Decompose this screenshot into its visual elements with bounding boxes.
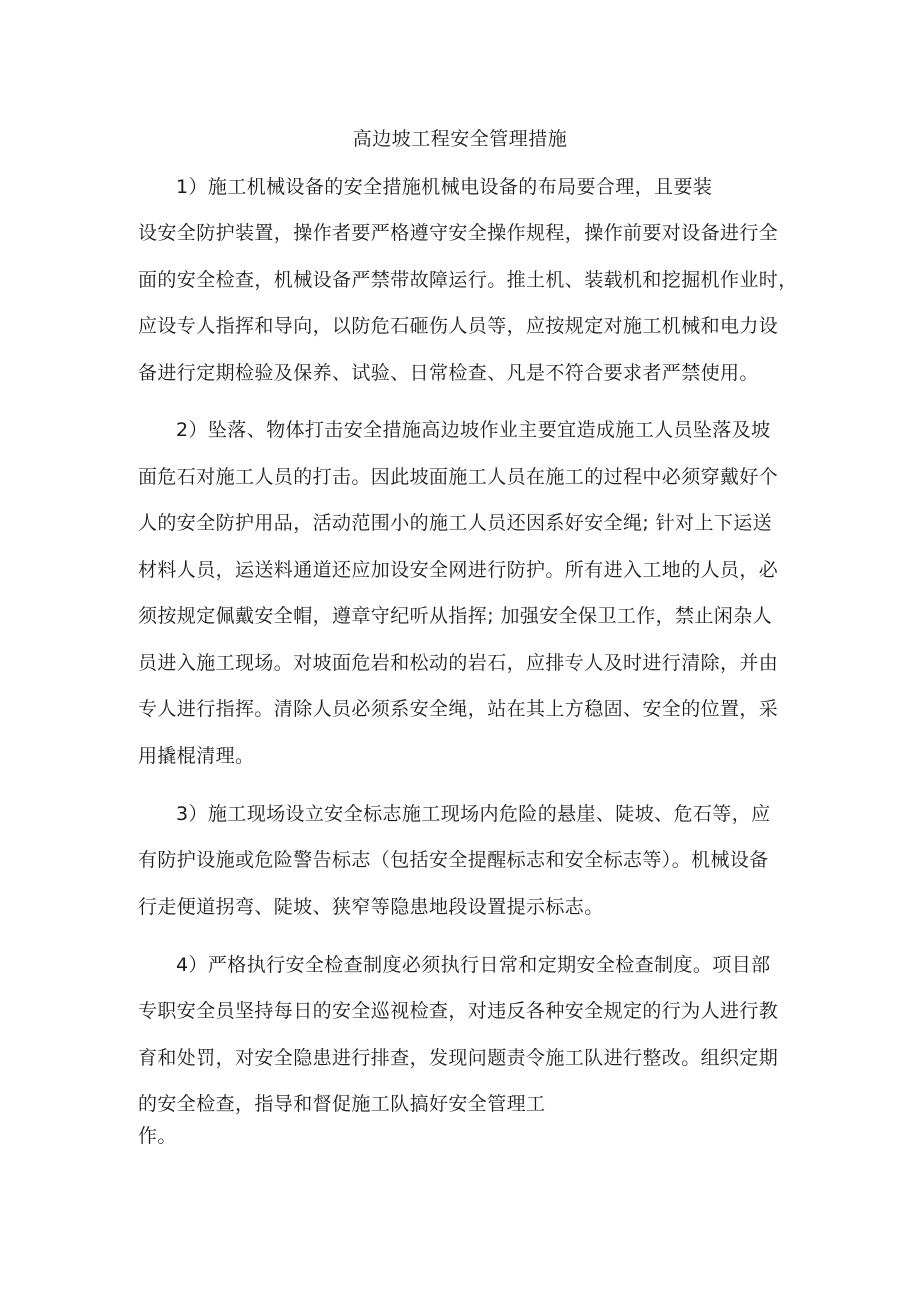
paragraph-1-line-2: 设安全防护装置，操作者要严格遵守安全操作规程，操作前要对设备进行全 [138,222,779,244]
paragraph-2-line-3: 人的安全防护用品，活动范围小的施工人员还因系好安全绳; 针对上下运送 [138,512,773,534]
paragraph-2-line-5: 须按规定佩戴安全帽，遵章守纪听从指挥; 加强安全保卫工作，禁止闲杂人 [138,605,773,627]
paragraph-4-line-4: 的安全检查，指导和督促施工队搞好安全管理工 [138,1093,546,1115]
document-title: 高边坡工程安全管理措施 [352,128,568,150]
paragraph-2-line-1: 2）坠落、物体打击安全措施高边坡作业主要宜造成施工人员坠落及坡 [176,419,771,441]
paragraph-2-line-8: 用撬棍清理。 [138,745,255,767]
paragraph-3-line-3: 行走便道拐弯、陡坡、狭窄等隐患地段设置提示标志。 [138,896,604,918]
paragraph-1-line-1: 1）施工机械设备的安全措施机械电设备的布局要合理，且要装 [176,176,713,198]
paragraph-2-line-7: 专人进行指挥。清除人员必须系安全绳，站在其上方稳固、安全的位置，采 [138,698,779,720]
paragraph-4-line-2: 专职安全员坚持每日的安全巡视检查，对违反各种安全规定的行为人进行教 [138,1000,779,1022]
paragraph-4-line-5: 作。 [138,1125,177,1147]
paragraph-3-line-1: 3）施工现场设立安全标志施工现场内危险的悬崖、陡坡、危石等，应 [176,803,771,825]
paragraph-1-line-4: 应设专人指挥和导向，以防危石砸伤人员等，应按规定对施工机械和电力设 [138,315,779,337]
paragraph-4-line-3: 育和处罚，对安全隐患进行排查，发现问题责令施工队进行整改。组织定期 [138,1047,779,1069]
paragraph-2-line-6: 员进入施工现场。对坡面危岩和松动的岩石，应排专人及时进行清除，并由 [138,652,779,674]
paragraph-4-line-1: 4）严格执行安全检查制度必须执行日常和定期安全检查制度。项目部 [176,954,771,976]
paragraph-3-line-2: 有防护设施或危险警告标志（包括安全提醒标志和安全标志等）。机械设备 [138,849,769,871]
paragraph-2-line-2: 面危石对施工人员的打击。因此坡面施工人员在施工的过程中必须穿戴好个 [138,466,779,488]
paragraph-2-line-4: 材料人员，运送料通道还应加设安全网进行防护。所有进入工地的人员，必 [138,559,779,581]
paragraph-1-line-5: 备进行定期检验及保养、试验、日常检查、凡是不符合要求者严禁使用。 [138,362,759,384]
paragraph-1-line-3: 面的安全检查，机械设备严禁带故障运行。推土机、装载机和挖掘机作业时， [138,269,798,291]
